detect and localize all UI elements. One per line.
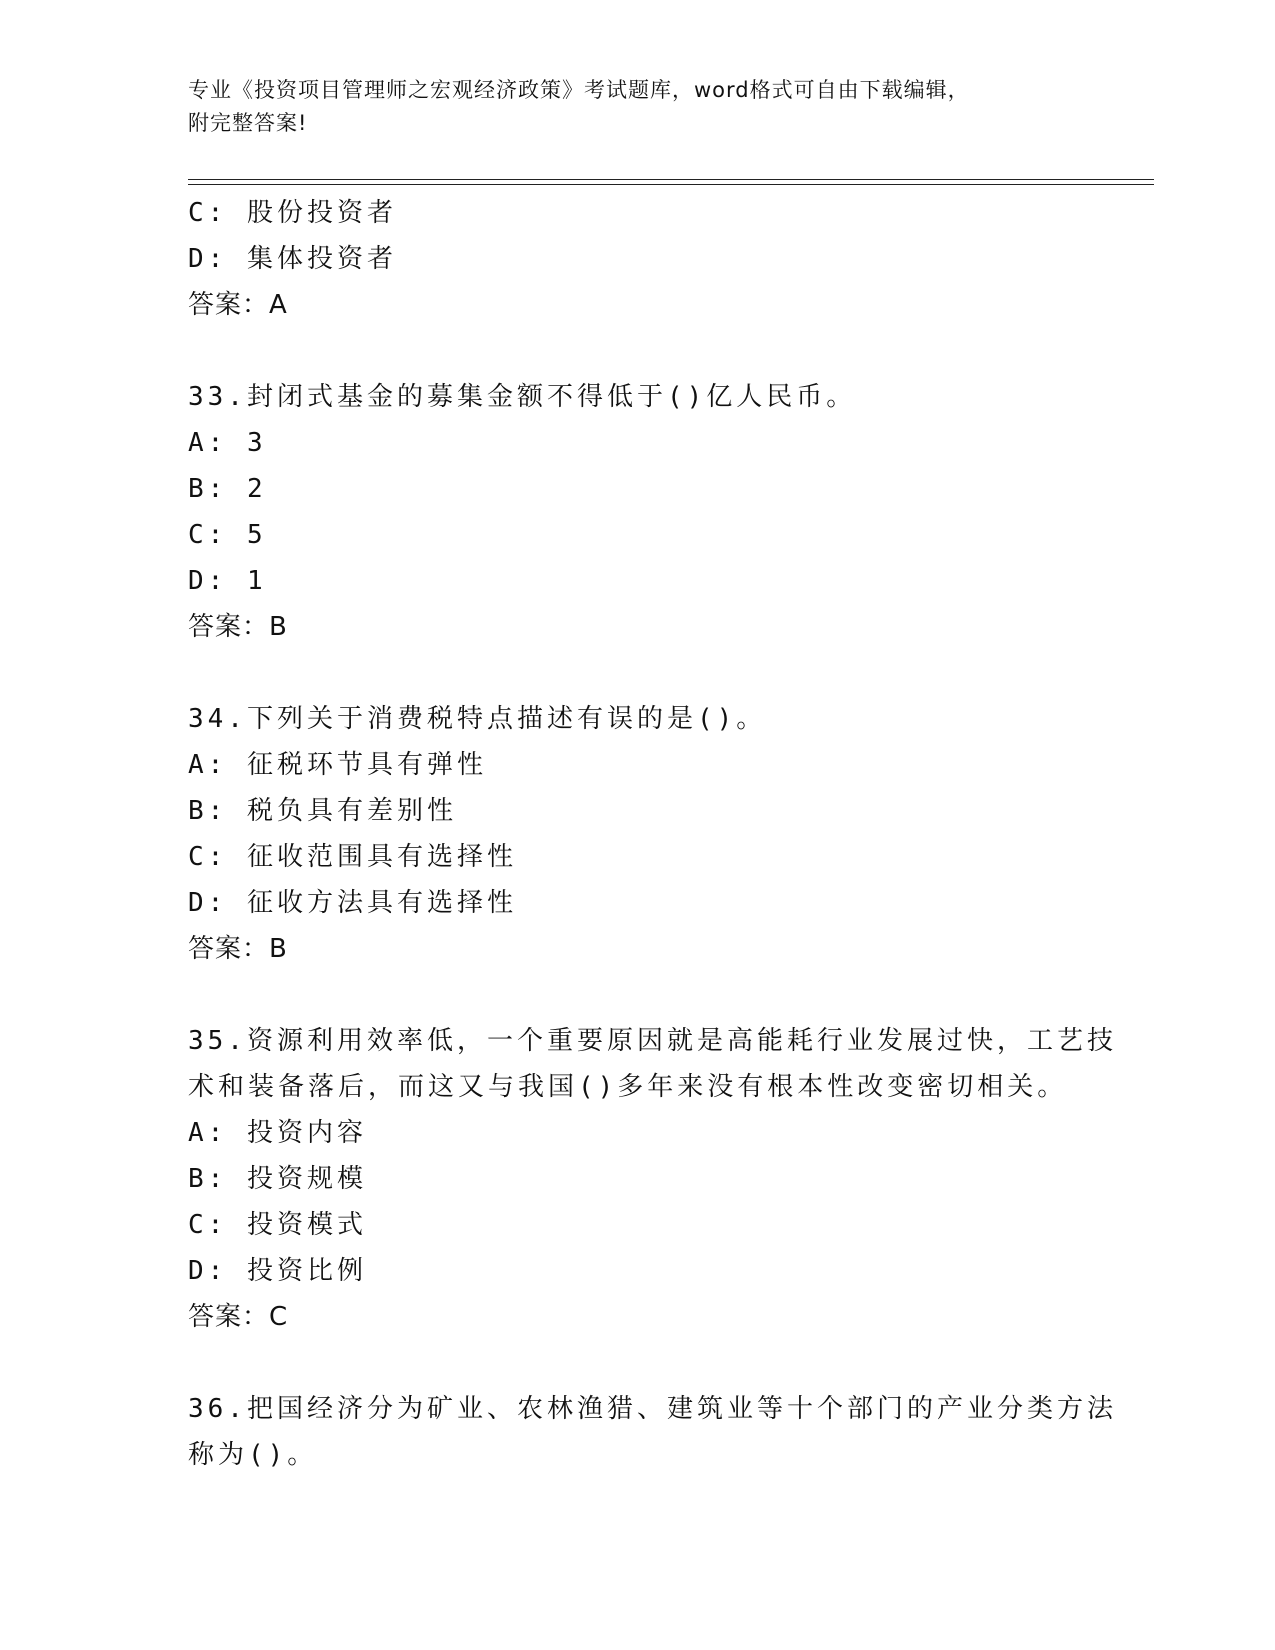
header-divider-bottom [188,184,1154,185]
question-35-stem-line-1: 35.资源利用效率低，一个重要原因就是高能耗行业发展过快，工艺技 [188,1026,1117,1056]
option-d: D: 集体投资者 [188,244,397,274]
question-36-stem-line-1: 36.把国经济分为矿业、农林渔猎、建筑业等十个部门的产业分类方法 [188,1394,1117,1424]
option-c: C: 5 [188,520,267,550]
option-a: A: 投资内容 [188,1118,367,1148]
option-a: A: 征税环节具有弹性 [188,750,487,780]
document-header [188,74,1088,140]
question-34-stem: 34.下列关于消费税特点描述有误的是()。 [188,704,767,734]
question-35-stem-line-2: 术和装备落后，而这又与我国()多年来没有根本性改变密切相关。 [188,1072,1068,1102]
answer-line: 答案：A [188,290,288,320]
header-line-1: 专业《投资项目管理师之宏观经济政策》考试题库，word格式可自由下载编辑， [188,78,970,102]
option-d: D: 征收方法具有选择性 [188,888,517,918]
question-36-stem-line-2: 称为()。 [188,1440,318,1470]
spacer [188,972,1088,1018]
spacer [188,650,1088,696]
option-d: D: 1 [188,566,267,596]
option-c: C: 股份投资者 [188,198,397,228]
option-b: B: 2 [188,474,267,504]
option-c: C: 投资模式 [188,1210,367,1240]
option-c: C: 征收范围具有选择性 [188,842,517,872]
option-b: B: 投资规模 [188,1164,367,1194]
option-a: A: 3 [188,428,267,458]
option-b: B: 税负具有差别性 [188,796,457,826]
option-d: D: 投资比例 [188,1256,367,1286]
answer-line: 答案：B [188,934,288,964]
spacer [188,328,1088,374]
spacer [188,1340,1088,1386]
answer-line: 答案：C [188,1302,289,1332]
header-line-2: 附完整答案! [188,111,308,135]
header-divider-top [188,179,1154,180]
question-33-stem: 33.封闭式基金的募集金额不得低于()亿人民币。 [188,382,857,412]
question-list [188,190,1117,1478]
answer-line: 答案：B [188,612,288,642]
